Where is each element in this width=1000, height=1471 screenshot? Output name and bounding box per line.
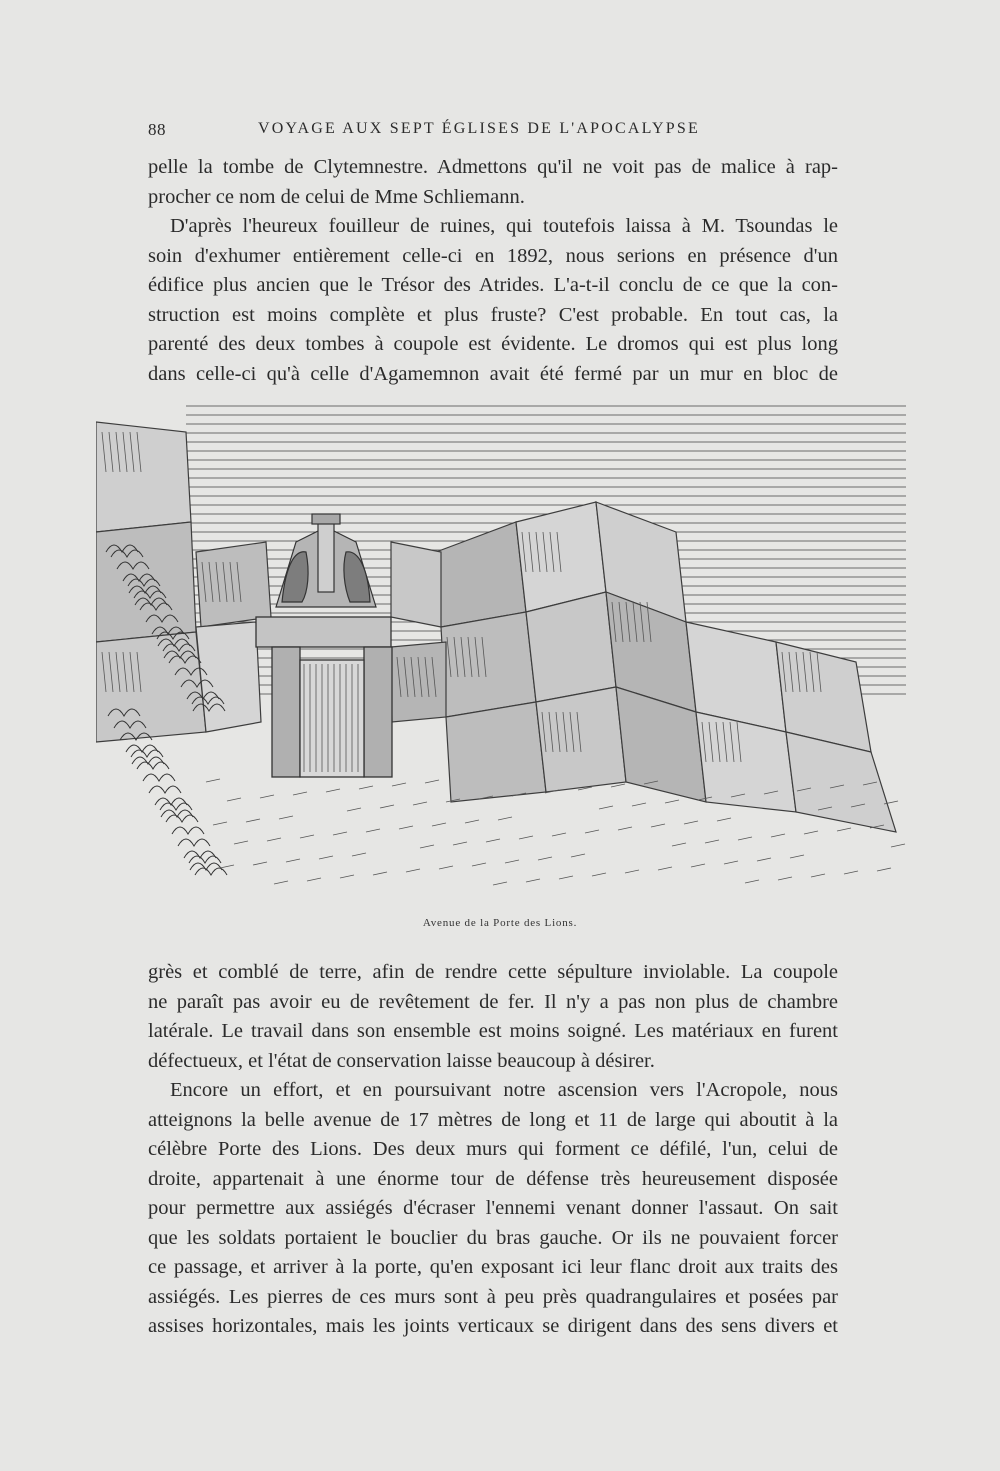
gate-doorway [256, 617, 392, 777]
text-line: procher ce nom de celui de Mme Schliemann. [148, 185, 525, 208]
text-line: Encore un effort, et en poursuivant notre ascension vers l'Acropole, nous [170, 1079, 838, 1101]
text-line: célèbre Porte des Lions. Des deux murs qui forment ce défilé, l'un, celui de [148, 1138, 838, 1160]
text-line: dans celle-ci qu'à celle d'Agamemnon avait été fermé par un mur en bloc de [148, 362, 838, 385]
text-line: édifice plus ancien que le Trésor des Atrides. L'a-t-il conclu de ce que la con- [148, 274, 838, 296]
lion-relief [276, 514, 376, 607]
text-line: latérale. Le travail dans son ensemble est moins soigné. Les matériaux en furent [148, 1020, 838, 1042]
text-line: pour permettre aux assiégés d'écraser l'ennemi venant donner l'assaut. On sait [148, 1197, 838, 1219]
text-line: struction est moins complète et plus fruste? C'est probable. En tout cas, la [148, 303, 838, 326]
figure-caption: Avenue de la Porte des Lions. [422, 917, 578, 929]
engraving-lion-gate-avenue [96, 402, 906, 900]
text-line: droite, appartenait à une énorme tour de défense très heureusement disposée [148, 1167, 838, 1190]
bottom-paragraphs [148, 958, 838, 1342]
text-line: ce passage, et arriver à la porte, qu'en exposant ici leur flanc droit aux traits des [148, 1256, 838, 1278]
top-paragraphs [148, 153, 838, 389]
text-line: parenté des deux tombes à coupole est évidente. Le dromos qui est plus long [148, 333, 838, 355]
text-line: défectueux, et l'état de conservation laisse beaucoup à désirer. [148, 1049, 655, 1072]
text-line: assiégés. Les pierres de ces murs sont à peu près quadrangulaires et posées par [148, 1285, 838, 1308]
page-number: 88 [148, 120, 166, 139]
text-line: que les soldats portaient le bouclier du bras gauche. Or ils ne pouvaient forcer [148, 1226, 838, 1249]
text-line: atteignons la belle avenue de 17 mètres de long et 11 de large qui aboutit à la [148, 1108, 838, 1131]
running-title: VOYAGE AUX SEPT ÉGLISES DE L'APOCALYPSE [258, 120, 700, 137]
text-line: pelle la tombe de Clytemnestre. Admettons qu'il ne voit pas de malice à rap- [148, 156, 838, 178]
running-head [148, 120, 838, 144]
text-line: assises horizontales, mais les joints verticaux se dirigent dans des sens divers et [148, 1315, 838, 1337]
text-line: ne paraît pas avoir eu de revêtement de fer. Il n'y a pas non plus de chambre [148, 990, 838, 1013]
text-line: D'après l'heureux fouilleur de ruines, qui toutefois laissa à M. Tsoundas le [170, 215, 838, 237]
text-line: grès et comblé de terre, afin de rendre cette sépulture inviolable. La coupole [148, 961, 838, 983]
text-line: soin d'exhumer entièrement celle-ci en 1892, nous serions en présence d'un [148, 244, 838, 267]
